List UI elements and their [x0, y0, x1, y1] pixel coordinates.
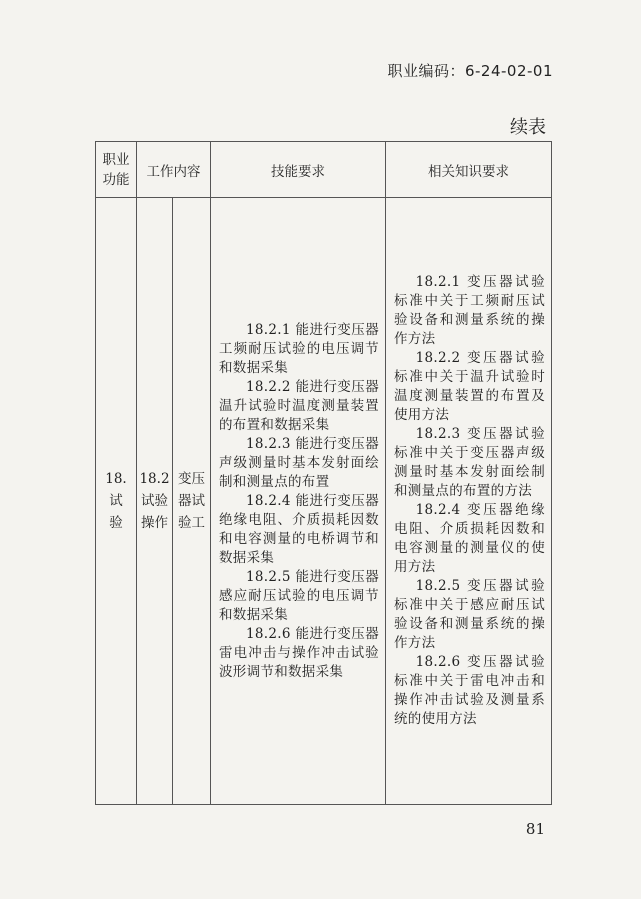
skill-item: 18.2.5 能进行变压器感应耐压试验的电压调节和数据采集: [219, 568, 379, 623]
cell-knowledge: [386, 198, 552, 805]
cell-skills: [211, 198, 386, 805]
skills-table: [95, 141, 552, 805]
page-number: 81: [525, 820, 545, 838]
header-knowledge: 相关知识要求: [386, 142, 552, 198]
knowledge-item: 18.2.2 变压器试验标准中关于温升试验时温度测量装置的布置及使用方法: [394, 350, 545, 423]
skill-item: 18.2.3 能进行变压器声级测量时基本发射面绘制和测量点的布置: [219, 435, 379, 490]
header-function: 职业 功能: [96, 142, 137, 198]
skill-item: 18.2.6 能进行变压器雷电冲击与操作冲击试验波形调节和数据采集: [219, 625, 379, 680]
knowledge-item: 18.2.5 变压器试验标准中关于感应耐压试验设备和测量系统的操作方法: [394, 578, 545, 651]
skill-item: 18.2.1 能进行变压器工频耐压试验的电压调节和数据采集: [219, 321, 379, 376]
knowledge-item: 18.2.1 变压器试验标准中关于工频耐压试验设备和测量系统的操作方法: [394, 274, 545, 347]
skill-item: 18.2.4 能进行变压器绝缘电阻、介质损耗因数和电容测量的电桥调节和数据采集: [219, 492, 379, 566]
knowledge-item: 18.2.6 变压器试验标准中关于雷电冲击和操作冲击试验及测量系统的使用方法: [394, 654, 545, 727]
cell-function: 18. 试 验: [96, 198, 137, 805]
header-work-content: 工作内容: [137, 142, 211, 198]
cell-content-code: 18.2 试验 操作: [137, 198, 173, 805]
skill-item: 18.2.2 能进行变压器温升试验时温度测量装置的布置和数据采集: [219, 378, 379, 433]
knowledge-item: 18.2.3 变压器试验标准中关于变压器声级测量时基本发射面绘制和测量点的布置的方法: [394, 426, 545, 499]
cell-content-name: 变压 器试 验工: [173, 198, 211, 805]
knowledge-item: 18.2.4 变压器绝缘电阻、介质损耗因数和电容测量的测量仪的使用方法: [394, 502, 545, 575]
table-header-row: [96, 142, 552, 198]
header-skill: 技能要求: [211, 142, 386, 198]
table-row: [96, 198, 552, 805]
continued-label: 续表: [510, 117, 546, 138]
occupation-code: 职业编码：6-24-02-01: [387, 62, 553, 80]
